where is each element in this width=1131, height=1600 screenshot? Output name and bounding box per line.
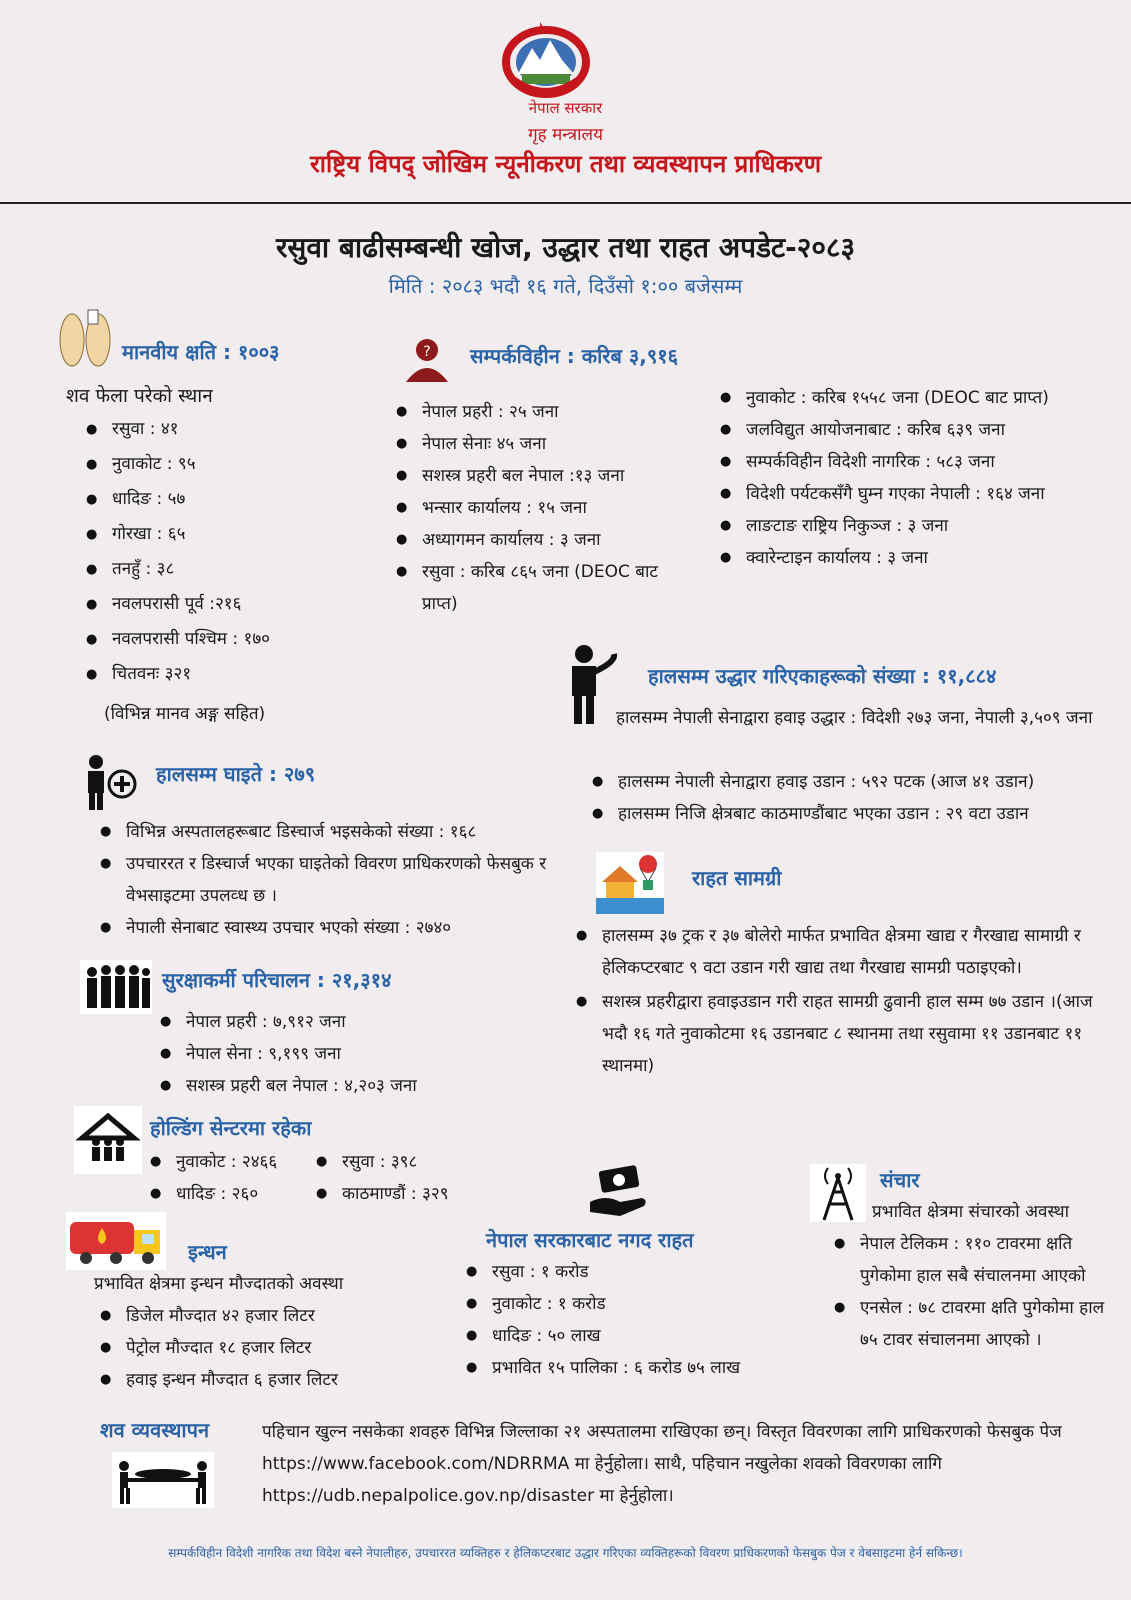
- body-management-heading: शव व्यवस्थापन: [100, 1418, 210, 1442]
- comm-subheading: प्रभावित क्षेत्रमा संचारको अवस्था: [872, 1202, 1070, 1222]
- relief-heading: राहत सामग्री: [692, 866, 782, 890]
- list-item: ● नेपाल टेलिकम : ११० टावरमा क्षति पुगेकोमा हाल सबै संचालनमा आएको: [834, 1228, 1116, 1292]
- list-item: ● नेपाली सेनाबाट स्वास्थ्य उपचार भएको संख्या : २७४०: [100, 912, 560, 944]
- list-item: ● धादिङ : ५७: [86, 482, 376, 517]
- human-loss-subheading: शव फेला परेको स्थान: [66, 385, 213, 407]
- cash-heading: नेपाल सरकारबाट नगद राहत: [486, 1228, 694, 1252]
- list-item: ● रसुवा : ४१: [86, 412, 376, 447]
- nepal-emblem-icon: [500, 18, 592, 98]
- body-management-text: पहिचान खुल्न नसकेका शवहरु विभिन्न जिल्लाका २१ अस्पतालमा राखिएका छन्। विस्तृत विवरणका लागि प्राधिकरणको फेसबुक पेज https://www.facebook.com/NDRRMA मा हेर्नुहोला। साथै, पहिचान नखुलेका शवको विवरणका लागि https://udb.nepalpolice.gov.np/disaster मा हेर्नुहोला।: [262, 1422, 1062, 1506]
- missing-person-icon: [402, 334, 452, 384]
- list-item: ● नेपाल सेनाः ४५ जना: [396, 428, 696, 460]
- list-item: ● नुवाकोट : १ करोड: [466, 1288, 826, 1320]
- rescuer-icon: [558, 642, 620, 726]
- fuel-truck-icon: [66, 1212, 166, 1270]
- list-item: ● तनहुँ : ३८: [86, 552, 376, 587]
- relief-list: [576, 920, 1116, 1082]
- holding-list-right: [316, 1146, 486, 1210]
- shelter-icon: [74, 1106, 142, 1174]
- injured-heading: हालसम्म घाइते : २७९: [156, 762, 316, 786]
- list-item: ● विदेशी पर्यटकसँगै घुम्न गएका नेपाली : १६४ जना: [720, 478, 1100, 510]
- list-item: ● नुवाकोट : ९५: [86, 447, 376, 482]
- injured-person-icon: [82, 754, 140, 812]
- list-item: ● सशस्त्र प्रहरी बल नेपाल : ४,२०३ जना: [160, 1070, 540, 1102]
- footer-note: सम्पर्कविहीन विदेशी नागरिक तथा विदेश बस्ने नेपालीहरु, उपचाररत व्यक्तिहरु र हेलिकप्टरबाट उद्धार गरिएका व्यक्तिहरूको विवरण प्राधिकरणको फेसबुक पेज र वेबसाइटमा हेर्न सकिन्छ।: [168, 1546, 963, 1560]
- missing-list-1: [396, 396, 696, 620]
- feet-icon: [52, 306, 118, 368]
- human-loss-list: [86, 412, 376, 692]
- rescued-list: [592, 766, 1112, 830]
- cash-in-hand-icon: [586, 1164, 652, 1220]
- page-title: रसुवा बाढीसम्बन्धी खोज, उद्धार तथा राहत अपडेट-२०८३: [275, 231, 856, 264]
- tower-icon: [810, 1164, 866, 1222]
- security-personnel-icon: [80, 960, 152, 1014]
- list-item: ● रसुवा : करिब ८६५ जना (DEOC बाट प्राप्त): [396, 556, 696, 620]
- list-item: ● क्वारेन्टाइन कार्यालय : ३ जना: [720, 542, 1100, 574]
- list-item: ● धादिङ : ५० लाख: [466, 1320, 826, 1352]
- list-item: ● भन्सार कार्यालय : १५ जना: [396, 492, 696, 524]
- list-item: ● हवाइ इन्धन मौज्दात ६ हजार लिटर: [100, 1364, 440, 1396]
- list-item: ● सशस्त्र प्रहरीद्वारा हवाइउडान गरी राहत सामग्री ढुवानी हाल सम्म ७७ उडान ।(आज भदौ १६ गते नुवाकोटमा १६ उडानबाट ८ स्थानमा तथा रसुवामा ११ उडानबाट ११ स्थानमा): [576, 986, 1116, 1082]
- list-item: ● धादिङ : २६०: [150, 1178, 320, 1210]
- cash-list: [466, 1256, 826, 1384]
- list-item: ● हालसम्म निजि क्षेत्रबाट काठमाण्डौंबाट भएका उडान : २९ वटा उडान: [592, 798, 1112, 830]
- security-heading: सुरक्षाकर्मी परिचालन : २१,३१४: [162, 968, 392, 992]
- list-item: ● लाङटाङ राष्ट्रिय निकुञ्ज : ३ जना: [720, 510, 1100, 542]
- human-loss-heading: मानवीय क्षति : १००३: [122, 340, 280, 364]
- injured-list: [100, 816, 560, 944]
- list-item: ● रसुवा : १ करोड: [466, 1256, 826, 1288]
- rescued-heading: हालसम्म उद्धार गरिएकाहरूको संख्या : ११,८८४: [648, 664, 997, 688]
- ministry-name: गृह मन्त्रालय: [528, 125, 603, 145]
- list-item: ● नेपाल सेना : ९,१९९ जना: [160, 1038, 540, 1070]
- list-item: ● हालसम्म ३७ ट्रक र ३७ बोलेरो मार्फत प्रभावित क्षेत्रमा खाद्य र गैरखाद्य सामाग्री र हेलिकप्टरबाट ९ वटा उडान गरी खाद्य तथा गैरखाद्य सामग्री पठाइएको।: [576, 920, 1116, 984]
- list-item: ● गोरखा : ६५: [86, 517, 376, 552]
- list-item: ● विभिन्न अस्पतालहरूबाट डिस्चार्ज भइसकेको संख्या : १६८: [100, 816, 560, 848]
- list-item: ● डिजेल मौज्दात ४२ हजार लिटर: [100, 1300, 440, 1332]
- fuel-subheading: प्रभावित क्षेत्रमा इन्धन मौज्दातको अवस्था: [94, 1274, 344, 1294]
- list-item: ● उपचाररत र डिस्चार्ज भएका घाइतेको विवरण प्राधिकरणको फेसबुक र वेभसाइटमा उपलव्ध छ ।: [100, 848, 560, 912]
- holding-list-left: [150, 1146, 320, 1210]
- list-item: ● प्रभावित १५ पालिका : ६ करोड ७५ लाख: [466, 1352, 826, 1384]
- list-item: ● नवलपरासी पूर्व :२१६: [86, 587, 376, 622]
- list-item: ● एनसेल : ७८ टावरमा क्षति पुगेकोमा हाल ७५ टावर संचालनमा आएको ।: [834, 1292, 1116, 1356]
- missing-heading: सम्पर्कविहीन : करिब ३,९१६: [470, 344, 679, 368]
- comm-heading: संचार: [880, 1168, 920, 1192]
- security-list: [160, 1006, 540, 1102]
- fuel-list: [100, 1300, 440, 1396]
- list-item: ● पेट्रोल मौज्दात १८ हजार लिटर: [100, 1332, 440, 1364]
- organization-name: राष्ट्रिय विपद् जोखिम न्यूनीकरण तथा व्यवस्थापन प्राधिकरण: [309, 150, 822, 178]
- stretcher-icon: [112, 1452, 214, 1508]
- list-item: ● काठमाण्डौं : ३२९: [316, 1178, 486, 1210]
- human-loss-note: (विभिन्न मानव अङ्ग सहित): [104, 704, 266, 724]
- holding-heading: होल्डिंग सेन्टरमा रहेका: [150, 1116, 312, 1140]
- relief-house-icon: [596, 852, 664, 914]
- list-item: ● रसुवा : ३९८: [316, 1146, 486, 1178]
- comm-list: [834, 1228, 1116, 1356]
- fuel-heading: इन्धन: [188, 1240, 227, 1264]
- list-item: ● सशस्त्र प्रहरी बल नेपाल :१३ जना: [396, 460, 696, 492]
- list-item: ● हालसम्म नेपाली सेनाद्वारा हवाइ उडान : ५९२ पटक (आज ४१ उडान): [592, 766, 1112, 798]
- list-item: ● नवलपरासी पश्चिम : १७०: [86, 622, 376, 657]
- header-divider: [0, 202, 1131, 204]
- list-item: ● जलविद्युत आयोजनाबाट : करिब ६३९ जना: [720, 414, 1100, 446]
- missing-list-2: [720, 382, 1100, 574]
- list-item: ● नुवाकोट : २४६६: [150, 1146, 320, 1178]
- gov-name: नेपाल सरकार: [528, 99, 603, 117]
- list-item: ● अध्यागमन कार्यालय : ३ जना: [396, 524, 696, 556]
- list-item: ● नेपाल प्रहरी : ७,९१२ जना: [160, 1006, 540, 1038]
- list-item: ● नेपाल प्रहरी : २५ जना: [396, 396, 696, 428]
- list-item: ● नुवाकोट : करिब १५५८ जना (DEOC बाट प्राप्त): [720, 382, 1100, 414]
- list-item: ● चितवनः ३२१: [86, 657, 376, 692]
- rescued-first: हालसम्म नेपाली सेनाद्वारा हवाइ उद्धार : विदेशी २७३ जना, नेपाली ३,५०९ जना: [616, 708, 1093, 728]
- list-item: ● सम्पर्कविहीन विदेशी नागरिक : ५८३ जना: [720, 446, 1100, 478]
- date-line: मिति : २०८३ भदौ १६ गते, दिउँसो १:०० बजेसम्म: [388, 274, 743, 298]
- svg-text:?: ?: [423, 344, 431, 360]
